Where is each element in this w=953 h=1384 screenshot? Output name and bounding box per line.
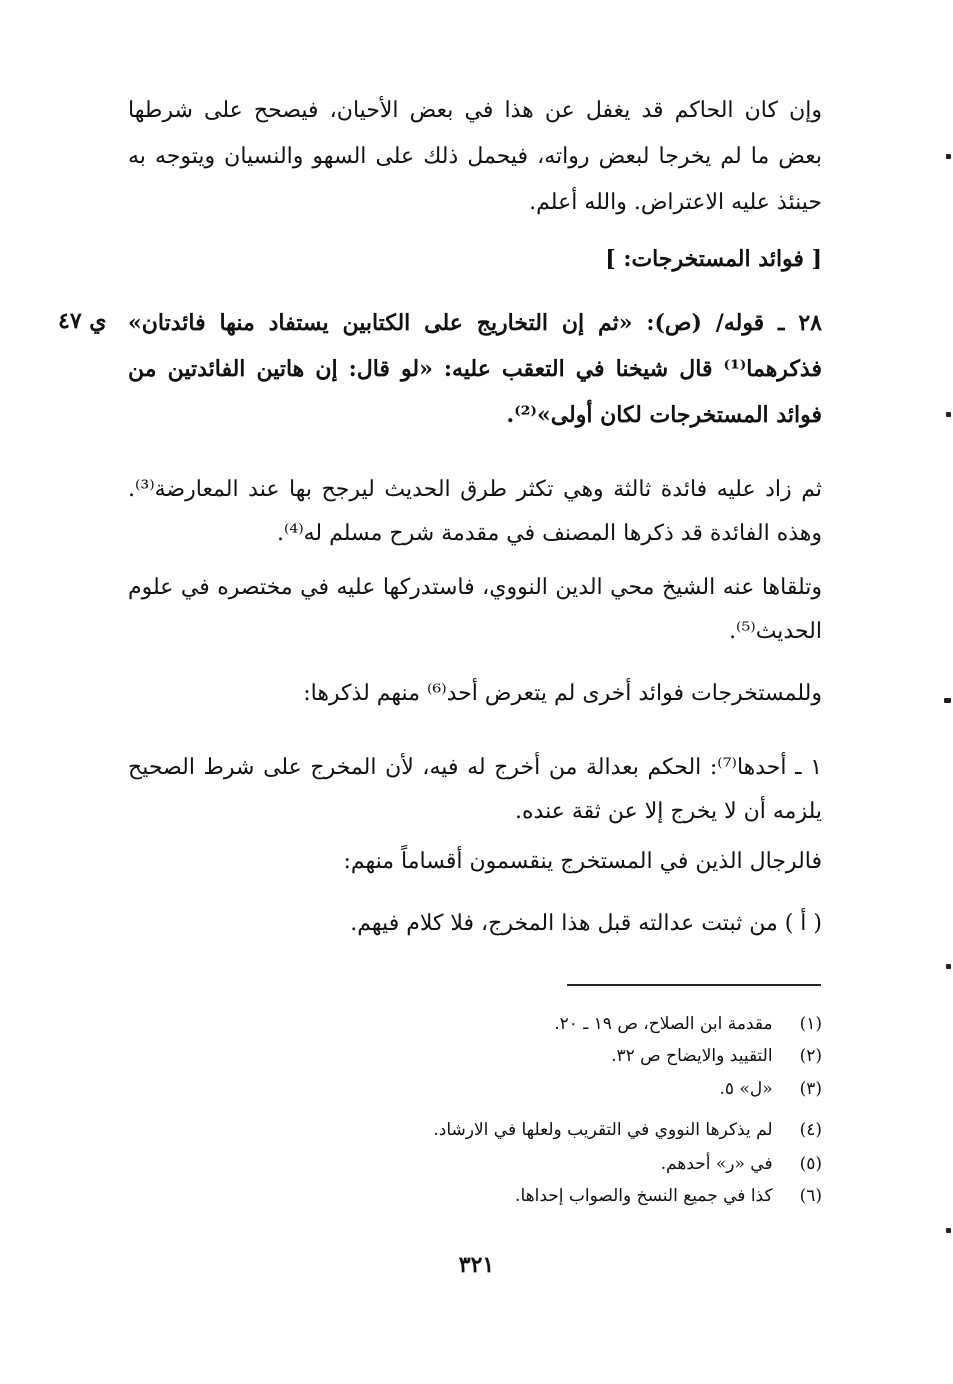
paragraph-5 — [128, 672, 822, 716]
paragraph-1 — [128, 88, 822, 226]
paragraph-7-text: فالرجال الذين في المستخرج ينقسمون أقساماً منهم: — [343, 849, 822, 874]
section-heading: [ فوائد المستخرجات: ] — [605, 246, 822, 272]
margin-dot — [946, 412, 951, 417]
paragraph-8 — [128, 902, 822, 946]
footnote-number: (٦) — [799, 1186, 822, 1206]
paragraph-2-text: ٢٨ ـ قوله/ (ص): «ثم إن التخاريج على الكتابين يستفاد منها فائدتان» فذكرهما⁽¹⁾ قال شيخنا في التعقب عليه: «لو قال: إن هاتين الفائدتين من فوائد المستخرجات لكان أولى»⁽²⁾. — [128, 310, 822, 428]
footnote-5 — [661, 1152, 822, 1176]
paragraph-3 — [128, 468, 822, 556]
footnote-3 — [719, 1077, 822, 1101]
footnote-6 — [515, 1184, 822, 1208]
paragraph-5-text: وللمستخرجات فوائد أخرى لم يتعرض أحد⁽⁶⁾ منهم لذكرها: — [303, 681, 822, 706]
margin-dot — [946, 1228, 951, 1233]
paragraph-8-text: ( أ ) من ثبتت عدالته قبل هذا المخرج، فلا كلام فيهم. — [350, 911, 822, 936]
paragraph-4 — [128, 566, 822, 654]
footnote-number: (٢) — [799, 1046, 822, 1066]
footnote-number: (٥) — [799, 1154, 822, 1174]
footnote-text: «ل» ٥. — [719, 1079, 773, 1099]
margin-dot — [946, 964, 951, 969]
margin-dot — [946, 154, 951, 159]
paragraph-6-text: ١ ـ أحدها⁽⁷⁾: الحكم بعدالة من أخرج له فيه، لأن المخرج على شرط الصحيح يلزمه أن لا يخرج إلا عن ثقة عنده. — [128, 755, 823, 824]
paragraph-2 — [128, 300, 822, 438]
margin-note: ي ٤٧ — [58, 308, 107, 334]
paragraph-7 — [128, 840, 822, 884]
paragraph-4-text: وتلقاها عنه الشيخ محي الدين النووي، فاستدركها عليه في مختصره في علوم الحديث⁽⁵⁾. — [128, 575, 822, 644]
footnote-number: (٣) — [799, 1079, 822, 1099]
footnote-text: كذا في جميع النسخ والصواب إحداها. — [515, 1186, 773, 1206]
footnote-text: مقدمة ابن الصلاح، ص ١٩ ـ ٢٠. — [554, 1014, 773, 1034]
footnote-2 — [611, 1044, 822, 1068]
footnote-number: (١) — [799, 1014, 822, 1034]
footnote-text: في «ر» أحدهم. — [660, 1154, 773, 1174]
footnote-text: لم يذكرها النووي في التقريب ولعلها في الارشاد. — [433, 1120, 773, 1140]
paragraph-3-text: ثم زاد عليه فائدة ثالثة وهي تكثر طرق الحديث ليرجح بها عند المعارضة⁽³⁾. وهذه الفائدة قد ذكرها المصنف في مقدمة شرح مسلم له⁽⁴⁾. — [128, 477, 822, 546]
footnote-1 — [554, 1012, 822, 1036]
page-number: ٣٢١ — [458, 1252, 495, 1278]
footnote-separator — [567, 984, 821, 986]
margin-dot — [944, 698, 951, 703]
paragraph-6 — [128, 746, 822, 834]
footnote-4 — [433, 1118, 822, 1142]
footnote-text: التقييد والايضاح ص ٣٢. — [611, 1046, 773, 1066]
footnote-number: (٤) — [799, 1120, 822, 1140]
paragraph-1-text: وإن كان الحاكم قد يغفل عن هذا في بعض الأحيان، فيصحح على شرطها بعض ما لم يخرجا لبعض رواته، فيحمل ذلك على السهو والنسيان ويتوجه به حينئذ عليه الاعتراض. والله أعلم. — [128, 98, 822, 215]
